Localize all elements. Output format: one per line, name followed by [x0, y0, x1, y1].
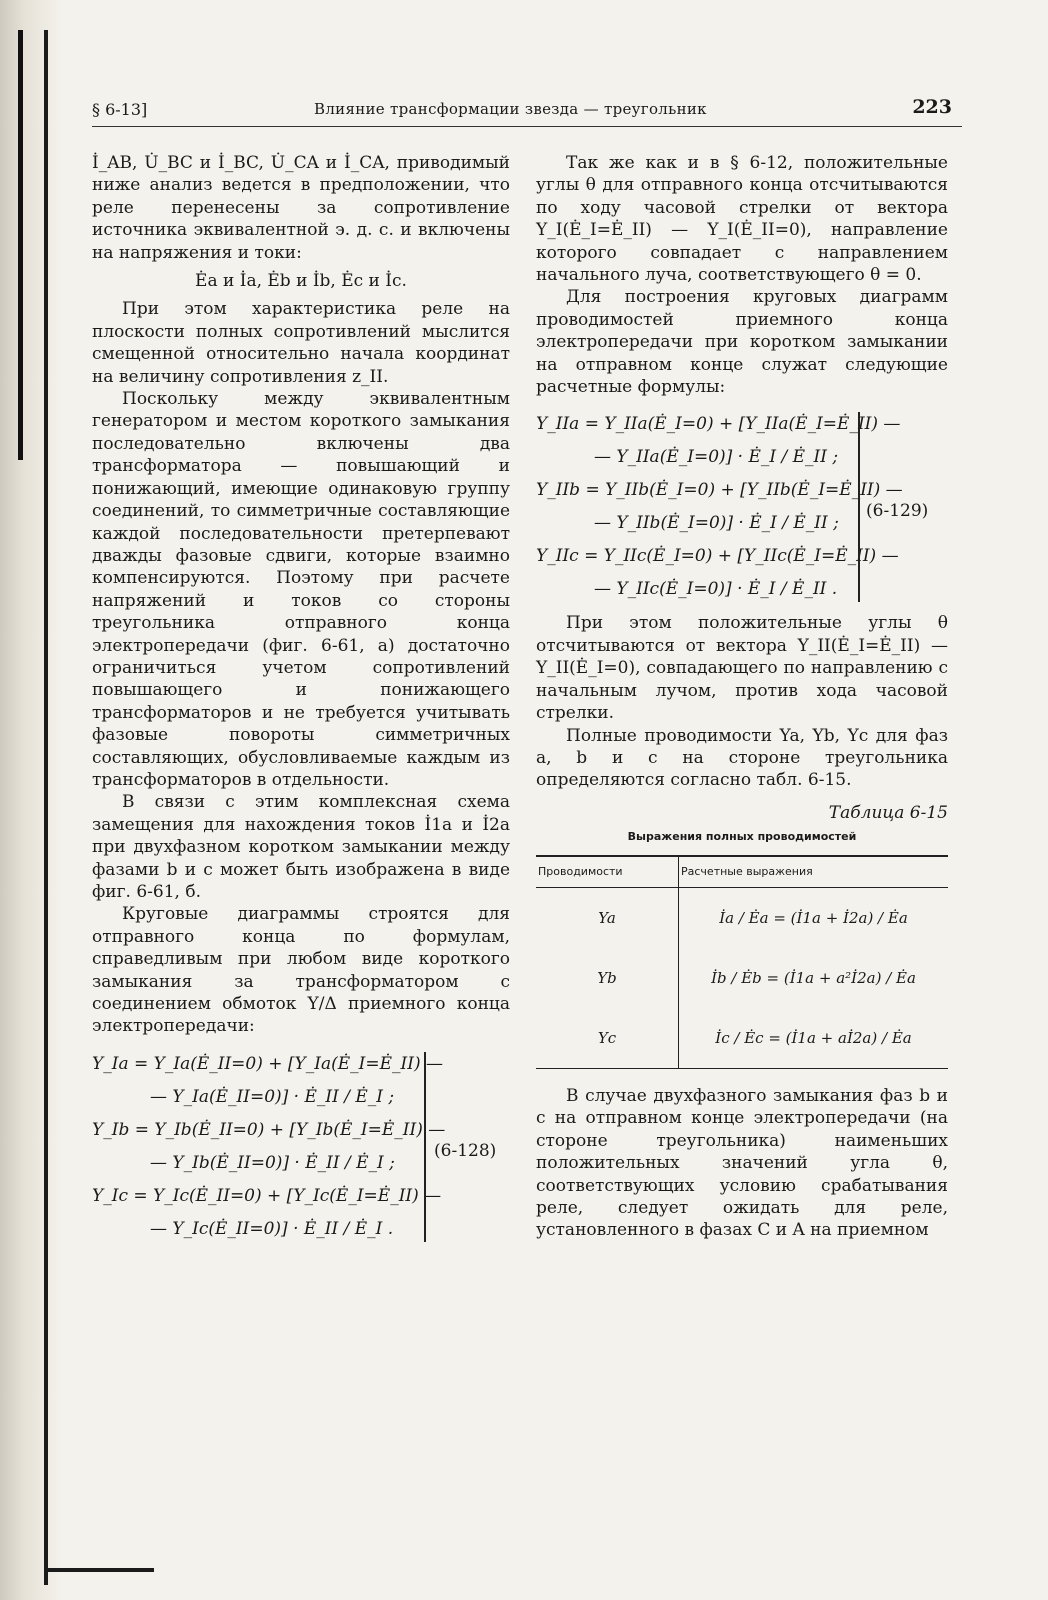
equation-system-6-128	[92, 1048, 510, 1246]
equation-line: Y_IIc = Y_IIc(Ė_I=0) + [Y_IIc(Ė_I=Ė_II) —	[536, 546, 899, 567]
admittance-table	[536, 855, 948, 1069]
equation-number: (6-128)	[434, 1140, 497, 1161]
equation-line: Y_IIa = Y_IIa(Ė_I=0) + [Y_IIa(Ė_I=Ė_II) —	[536, 414, 901, 435]
paragraph: При этом положительные углы θ отсчитываются от вектора Y_II(Ė_I=Ė_II) — Y_II(Ė_I=0), совпадающего по направлению с начальным лучом, против хода часовой стрелки.	[536, 613, 948, 724]
equation-number: (6-129)	[866, 501, 929, 522]
equation-line: Y_IIb = Y_IIb(Ė_I=0) + [Y_IIb(Ė_I=Ė_II) —	[536, 480, 903, 501]
table-cell-name: Yc	[536, 1008, 679, 1069]
left-column	[92, 152, 510, 1252]
page-binding-shadow	[0, 0, 62, 1600]
paragraph: В связи с этим комплексная схема замещения для нахождения токов İ1a и İ2a при двухфазном коротком замыкании между фазами b и c может быть изображена в виде фиг. 6-61, б.	[92, 792, 510, 902]
page-number: 223	[912, 96, 952, 118]
equation-line: — Y_IIa(Ė_I=0)] · Ė_I / Ė_II ;	[594, 447, 839, 468]
table-cell-expression: İa / Ėa = (İ1a + İ2a) / Ėa	[719, 908, 908, 927]
paragraph: Для построения круговых диаграмм проводимостей приемного конца электропередачи при коротком замыкании на отправном конце служат следующие расчетные формулы:	[536, 287, 948, 398]
table-row	[536, 948, 948, 1008]
running-title: Влияние трансформации звезда — треугольник	[314, 100, 707, 118]
scan-corner-mark	[44, 1568, 154, 1572]
binding-edge-mark	[18, 30, 23, 460]
equation-line: — Y_Ia(Ė_II=0)] · Ė_II / Ė_I ;	[150, 1086, 395, 1107]
table-header-row	[536, 856, 948, 888]
paragraph: İ_AB, U̇_BC и İ_BC, U̇_CA и İ_CA, приводимый ниже анализ ведется в предположении, что реле перенесены за сопротивление источника эквивалентной э. д. с. и включены на напряжения и токи:	[92, 153, 510, 263]
equation-line: — Y_IIb(Ė_I=0)] · Ė_I / Ė_II ;	[594, 513, 839, 534]
equation-line: Y_Ia = Y_Ia(Ė_II=0) + [Y_Ia(Ė_I=Ė_II) —	[92, 1053, 443, 1074]
equation-system-6-129	[536, 408, 948, 606]
paragraph: При этом характеристика реле на плоскости полных сопротивлений мыслится смещенной относительно начала координат на величину сопротивления z_II.	[92, 299, 510, 387]
page-header	[92, 96, 962, 127]
table-header-cell: Расчетные выражения	[679, 856, 949, 888]
table-title: Выражения полных проводимостей	[627, 830, 857, 844]
table-row	[536, 887, 948, 948]
currents-formula: Ėa и İa, Ėb и İb, Ėc и İc.	[195, 271, 407, 292]
equation-line: — Y_Ic(Ė_II=0)] · Ė_II / Ė_I .	[150, 1218, 394, 1239]
equation-line: — Y_Ib(Ė_II=0)] · Ė_II / Ė_I ;	[150, 1152, 395, 1173]
paragraph: Поскольку между эквивалентным генератором и местом короткого замыкания последовательно включены два трансформатора — повышающий и понижающий, имеющие одинаковую группу соединений, то симметричные составляющие каждой последовательности претерпевают дважды фазовые сдвиги, которые взаимно компенсируются. Поэтому при расчете напряжений и токов со стороны треугольника отправного конца электропередачи (фиг. 6-61, а) достаточно ограничиться учетом сопротивлений повышающего и понижающего трансформаторов и не требуется учитывать фазовые повороты симметричных составляющих, обусловливаемые каждым из трансформаторов в отдельности.	[92, 389, 510, 790]
table-cell-name: Yb	[536, 948, 679, 1008]
right-column	[536, 152, 948, 1242]
paragraph: Полные проводимости Ya, Yb, Yc для фаз a, b и c на стороне треугольника определяются согласно табл. 6-15.	[536, 725, 948, 791]
paragraph: Круговые диаграммы строятся для отправного конца по формулам, справедливым при любом виде короткого замыкания за трансформатором с соединением обмоток Y/Δ приемного конца электропередачи:	[92, 904, 510, 1037]
equation-line: Y_Ic = Y_Ic(Ė_II=0) + [Y_Ic(Ė_I=Ė_II) —	[92, 1185, 442, 1206]
section-number: § 6-13]	[92, 100, 148, 119]
paragraph: Так же как и в § 6-12, положительные углы θ для отправного конца отсчитываются по ходу часовой стрелки от вектора Y_I(Ė_I=Ė_II) — Y_I(Ė_II=0), направление которого совпадает с направлением начального луча, соответствующего θ = 0.	[536, 153, 948, 286]
binding-edge-line	[44, 30, 48, 1585]
table-label: Таблица 6-15	[828, 802, 948, 823]
paragraph: В случае двухфазного замыкания фаз b и c на отправном конце электропередачи (на стороне треугольника) наименьших положительных значений угла θ, соответствующих условию срабатывания реле, следует ожидать для реле, установленного в фазах C и A на приемном	[536, 1085, 948, 1241]
table-cell-name: Ya	[536, 887, 679, 948]
table-row	[536, 1008, 948, 1069]
table-cell-expression: İb / Ėb = (İ1a + a²İ2a) / Ėa	[711, 968, 916, 987]
equation-line: Y_Ib = Y_Ib(Ė_II=0) + [Y_Ib(Ė_I=Ė_II) —	[92, 1119, 446, 1140]
table-header-cell: Проводимости	[536, 856, 679, 888]
equation-brace	[418, 1052, 426, 1242]
equation-line: — Y_IIc(Ė_I=0)] · Ė_I / Ė_II .	[594, 579, 838, 600]
equation-brace	[852, 412, 860, 602]
table-cell-expression: İc / Ėc = (İ1a + aİ2a) / Ėa	[679, 1008, 949, 1069]
